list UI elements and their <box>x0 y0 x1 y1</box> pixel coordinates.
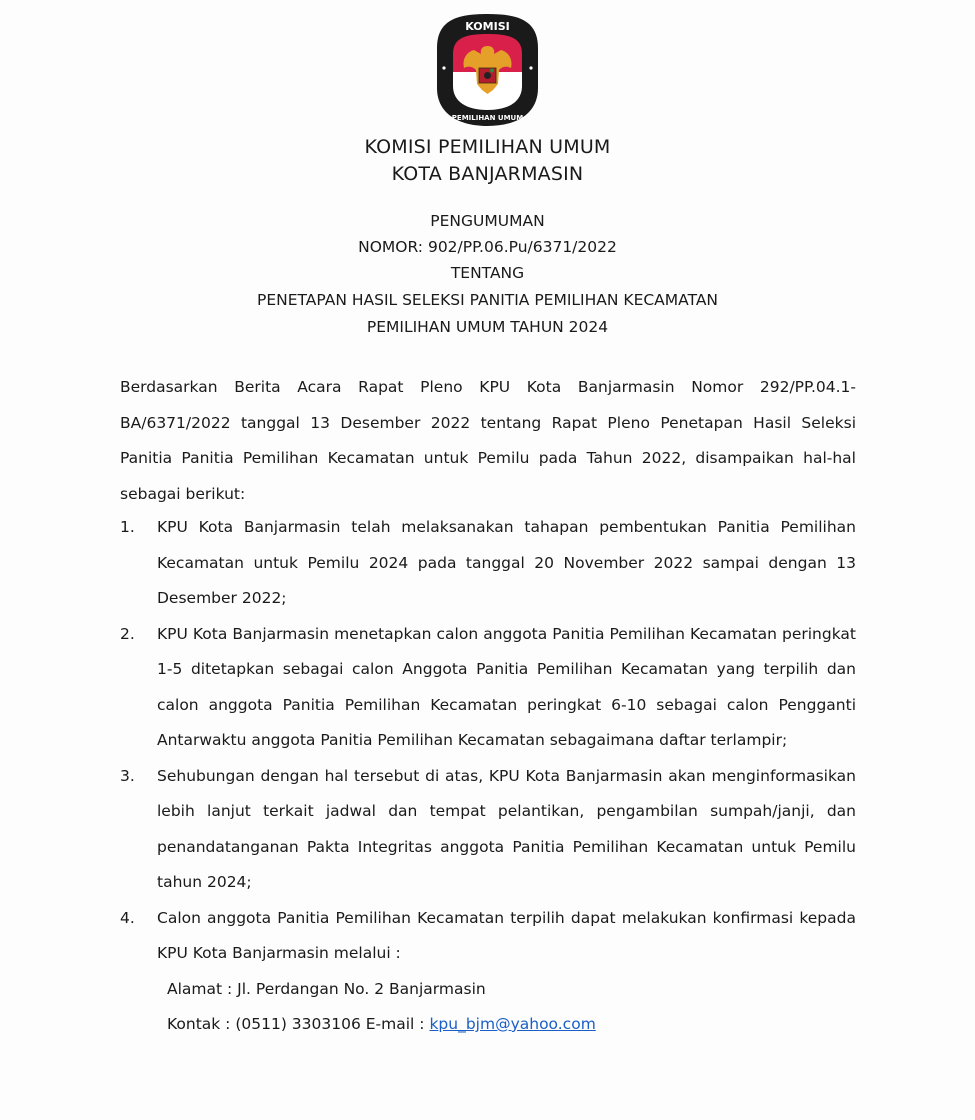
about-label: TENTANG <box>450 264 525 282</box>
announcement-list <box>120 510 856 1043</box>
logo-top-text: KOMISI <box>465 20 510 33</box>
logo-bottom-text: PEMILIHAN UMUM <box>451 114 524 122</box>
list-text: Sehubungan dengan hal tersebut di atas, KPU Kota Banjarmasin akan menginformasikan lebih lanjut terkait jadwal dan tempat pelantikan, pengambilan sumpah/janji, dan penandatanganan Pakta Integritas anggota Panitia Pemilihan Kecamatan untuk Pemilu tahun 2024; <box>157 766 856 891</box>
org-name: KOMISI PEMILIHAN UMUM <box>364 136 611 158</box>
list-item <box>120 759 856 901</box>
address-value: Jl. Perdangan No. 2 Banjarmasin <box>237 979 486 998</box>
subject-line-2: PEMILIHAN UMUM TAHUN 2024 <box>366 318 609 336</box>
list-number: 4. <box>120 908 135 927</box>
document-type: PENGUMUMAN <box>430 212 545 230</box>
contact-label: Kontak : <box>167 1015 236 1033</box>
intro-paragraph: Berdasarkan Berita Acara Rapat Pleno KPU Kota Banjarmasin Nomor 292/PP.04.1-BA/6371/2022 tanggal 13 Desember 2022 tentang Rapat Pleno Penetapan Hasil Seleksi Panitia Panitia Pemilihan Kecamatan untuk Pemilu pada Tahun 2022, disampaikan hal-hal sebagai berikut: <box>120 378 856 503</box>
list-item <box>120 901 856 1043</box>
list-number: 3. <box>120 766 135 785</box>
contact-line <box>157 1007 856 1043</box>
list-number: 1. <box>120 518 135 536</box>
org-city: KOTA BANJARMASIN <box>391 163 584 185</box>
address-label: Alamat : <box>167 979 238 998</box>
list-text: Calon anggota Panitia Pemilihan Kecamatan terpilih dapat melakukan konfirmasi kepada KPU Kota Banjarmasin melalui : <box>157 908 856 962</box>
list-item <box>120 510 856 617</box>
list-number: 2. <box>120 624 135 643</box>
list-text: KPU Kota Banjarmasin menetapkan calon anggota Panitia Pemilihan Kecamatan peringkat 1-5 ditetapkan sebagai calon Anggota Panitia Pemilihan Kecamatan yang terpilih dan calon anggota Panitia Pemilihan Kecamatan peringkat 6-10 sebagai calon Pengganti Antarwaktu anggota Panitia Pemilihan Kecamatan sebagaimana daftar terlampir; <box>157 624 856 749</box>
subject-line-1: PENETAPAN HASIL SELEKSI PANITIA PEMILIHAN KECAMATAN <box>256 291 719 309</box>
email-label: E-mail : <box>360 1015 430 1033</box>
document-number: NOMOR: 902/PP.06.Pu/6371/2022 <box>358 238 617 256</box>
email-link[interactable]: kpu_bjm@yahoo.com <box>429 1015 596 1033</box>
address-line <box>157 972 856 1008</box>
phone-number: (0511) 3303106 <box>235 1015 361 1033</box>
kpu-logo <box>430 10 545 130</box>
list-item <box>120 617 856 759</box>
list-text: KPU Kota Banjarmasin telah melaksanakan tahapan pembentukan Panitia Pemilihan Kecamatan untuk Pemilu 2024 pada tanggal 20 November 2022 sampai dengan 13 Desember 2022; <box>157 518 856 607</box>
